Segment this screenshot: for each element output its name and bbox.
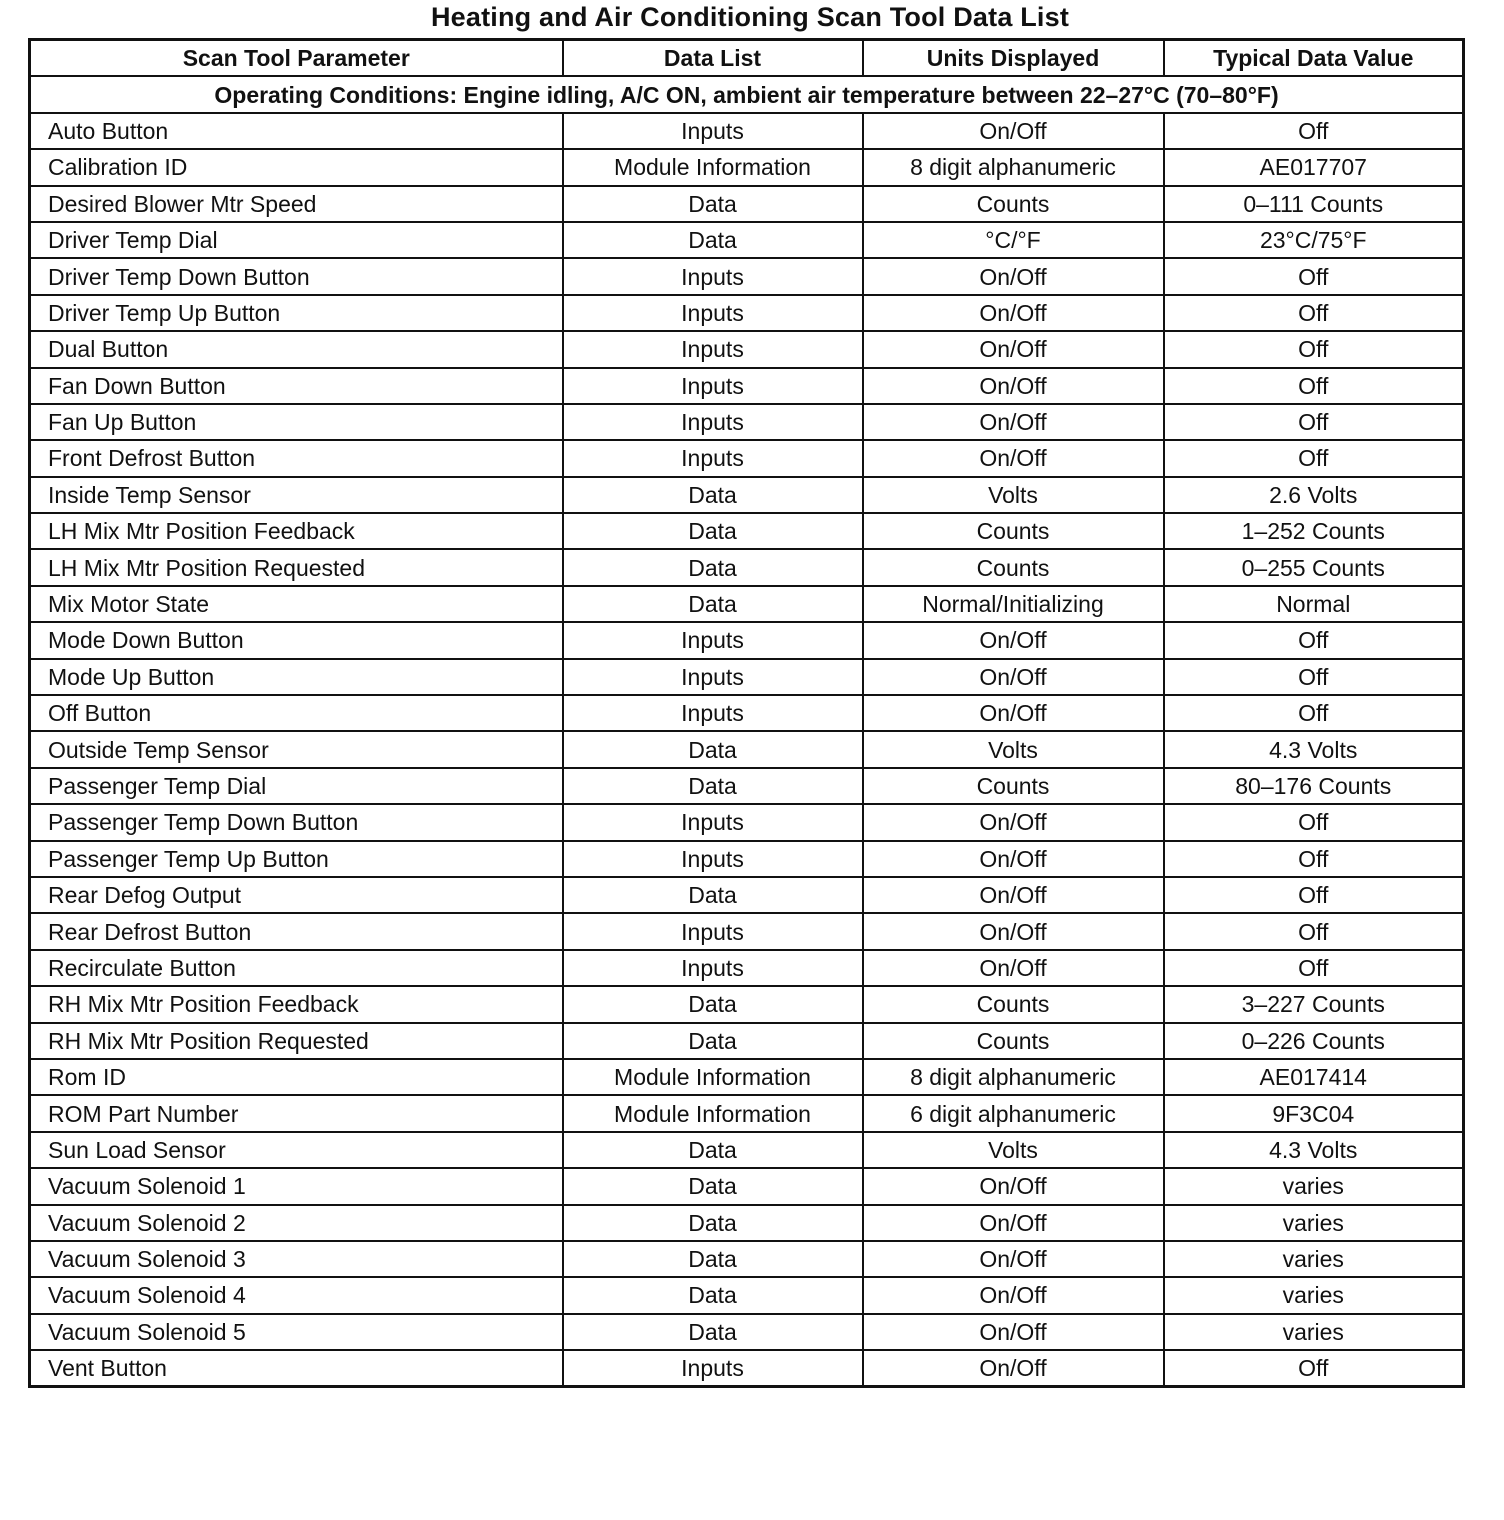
cell-data-list: Inputs — [563, 695, 863, 731]
table-row — [30, 1205, 1464, 1241]
operating-conditions-row — [30, 76, 1464, 112]
cell-parameter: Driver Temp Down Button — [30, 258, 563, 294]
cell-units-displayed: On/Off — [863, 622, 1164, 658]
table-row — [30, 295, 1464, 331]
cell-units-displayed: Counts — [863, 1023, 1164, 1059]
cell-parameter: LH Mix Mtr Position Requested — [30, 549, 563, 585]
cell-typical-value: Off — [1164, 804, 1464, 840]
cell-parameter: Front Defrost Button — [30, 440, 563, 476]
cell-parameter: Passenger Temp Down Button — [30, 804, 563, 840]
header-units-displayed: Units Displayed — [863, 40, 1164, 77]
cell-parameter: RH Mix Mtr Position Feedback — [30, 986, 563, 1022]
header-scan-tool-parameter: Scan Tool Parameter — [30, 40, 563, 77]
table-row — [30, 513, 1464, 549]
table-row — [30, 1095, 1464, 1131]
table-row — [30, 622, 1464, 658]
cell-units-displayed: Counts — [863, 513, 1164, 549]
table-row — [30, 1350, 1464, 1387]
cell-data-list: Data — [563, 1023, 863, 1059]
cell-typical-value: 2.6 Volts — [1164, 477, 1464, 513]
cell-data-list: Data — [563, 1132, 863, 1168]
cell-data-list: Data — [563, 477, 863, 513]
cell-typical-value: varies — [1164, 1168, 1464, 1204]
cell-typical-value: Off — [1164, 950, 1464, 986]
cell-units-displayed: 8 digit alphanumeric — [863, 1059, 1164, 1095]
table-row — [30, 659, 1464, 695]
cell-data-list: Inputs — [563, 950, 863, 986]
cell-data-list: Inputs — [563, 622, 863, 658]
cell-typical-value: Off — [1164, 440, 1464, 476]
cell-typical-value: Off — [1164, 913, 1464, 949]
cell-data-list: Data — [563, 877, 863, 913]
cell-units-displayed: On/Off — [863, 1314, 1164, 1350]
cell-data-list: Module Information — [563, 149, 863, 185]
cell-data-list: Inputs — [563, 440, 863, 476]
table-body — [30, 76, 1464, 1387]
cell-typical-value: Off — [1164, 331, 1464, 367]
cell-typical-value: Off — [1164, 368, 1464, 404]
cell-parameter: Fan Up Button — [30, 404, 563, 440]
cell-data-list: Module Information — [563, 1095, 863, 1131]
cell-parameter: Dual Button — [30, 331, 563, 367]
table-row — [30, 186, 1464, 222]
cell-parameter: LH Mix Mtr Position Feedback — [30, 513, 563, 549]
cell-typical-value: varies — [1164, 1314, 1464, 1350]
cell-parameter: Vent Button — [30, 1350, 563, 1387]
cell-units-displayed: Volts — [863, 477, 1164, 513]
cell-typical-value: Off — [1164, 659, 1464, 695]
cell-parameter: Mode Up Button — [30, 659, 563, 695]
cell-parameter: Driver Temp Up Button — [30, 295, 563, 331]
cell-units-displayed: Normal/Initializing — [863, 586, 1164, 622]
table-row — [30, 986, 1464, 1022]
cell-units-displayed: On/Off — [863, 1350, 1164, 1387]
cell-typical-value: 0–255 Counts — [1164, 549, 1464, 585]
cell-typical-value: 1–252 Counts — [1164, 513, 1464, 549]
table-row — [30, 1241, 1464, 1277]
cell-data-list: Inputs — [563, 913, 863, 949]
cell-units-displayed: On/Off — [863, 404, 1164, 440]
table-row — [30, 731, 1464, 767]
table-row — [30, 695, 1464, 731]
table-row — [30, 1059, 1464, 1095]
cell-parameter: Calibration ID — [30, 149, 563, 185]
cell-data-list: Data — [563, 586, 863, 622]
table-row — [30, 222, 1464, 258]
table-row — [30, 477, 1464, 513]
cell-data-list: Data — [563, 731, 863, 767]
cell-parameter: Vacuum Solenoid 4 — [30, 1277, 563, 1313]
cell-data-list: Data — [563, 1168, 863, 1204]
table-row — [30, 1023, 1464, 1059]
table-row — [30, 877, 1464, 913]
cell-typical-value: Off — [1164, 622, 1464, 658]
cell-typical-value: 4.3 Volts — [1164, 731, 1464, 767]
table-row — [30, 1314, 1464, 1350]
cell-data-list: Data — [563, 768, 863, 804]
cell-typical-value: 23°C/75°F — [1164, 222, 1464, 258]
cell-data-list: Inputs — [563, 1350, 863, 1387]
cell-typical-value: 3–227 Counts — [1164, 986, 1464, 1022]
table-row — [30, 440, 1464, 476]
cell-units-displayed: Volts — [863, 731, 1164, 767]
cell-parameter: Recirculate Button — [30, 950, 563, 986]
table-row — [30, 804, 1464, 840]
cell-parameter: Vacuum Solenoid 2 — [30, 1205, 563, 1241]
cell-typical-value: 4.3 Volts — [1164, 1132, 1464, 1168]
cell-parameter: Vacuum Solenoid 5 — [30, 1314, 563, 1350]
table-row — [30, 1277, 1464, 1313]
cell-typical-value: Off — [1164, 1350, 1464, 1387]
cell-units-displayed: On/Off — [863, 258, 1164, 294]
cell-data-list: Inputs — [563, 841, 863, 877]
scan-tool-data-table — [28, 38, 1465, 1388]
cell-parameter: Rear Defrost Button — [30, 913, 563, 949]
cell-data-list: Inputs — [563, 331, 863, 367]
cell-typical-value: 9F3C04 — [1164, 1095, 1464, 1131]
table-row — [30, 549, 1464, 585]
cell-typical-value: AE017414 — [1164, 1059, 1464, 1095]
header-row — [30, 40, 1464, 77]
cell-units-displayed: On/Off — [863, 695, 1164, 731]
cell-units-displayed: On/Off — [863, 950, 1164, 986]
table-row — [30, 149, 1464, 185]
cell-data-list: Data — [563, 222, 863, 258]
cell-data-list: Data — [563, 186, 863, 222]
cell-data-list: Inputs — [563, 659, 863, 695]
table-row — [30, 768, 1464, 804]
cell-parameter: Auto Button — [30, 113, 563, 149]
page-title: Heating and Air Conditioning Scan Tool Data List — [430, 2, 1070, 32]
cell-data-list: Module Information — [563, 1059, 863, 1095]
cell-data-list: Inputs — [563, 368, 863, 404]
cell-parameter: Mode Down Button — [30, 622, 563, 658]
cell-typical-value: 0–226 Counts — [1164, 1023, 1464, 1059]
cell-typical-value: AE017707 — [1164, 149, 1464, 185]
cell-units-displayed: On/Off — [863, 113, 1164, 149]
table-row — [30, 1132, 1464, 1168]
cell-typical-value: Off — [1164, 258, 1464, 294]
cell-parameter: Off Button — [30, 695, 563, 731]
cell-typical-value: varies — [1164, 1241, 1464, 1277]
cell-parameter: Mix Motor State — [30, 586, 563, 622]
table-row — [30, 368, 1464, 404]
cell-parameter: ROM Part Number — [30, 1095, 563, 1131]
cell-units-displayed: On/Off — [863, 804, 1164, 840]
cell-parameter: Desired Blower Mtr Speed — [30, 186, 563, 222]
cell-data-list: Inputs — [563, 404, 863, 440]
cell-parameter: Fan Down Button — [30, 368, 563, 404]
cell-data-list: Data — [563, 1241, 863, 1277]
cell-units-displayed: Volts — [863, 1132, 1164, 1168]
table-row — [30, 113, 1464, 149]
cell-data-list: Data — [563, 1277, 863, 1313]
cell-parameter: Sun Load Sensor — [30, 1132, 563, 1168]
cell-units-displayed: Counts — [863, 768, 1164, 804]
cell-parameter: Rear Defog Output — [30, 877, 563, 913]
header-typical-data-value: Typical Data Value — [1164, 40, 1464, 77]
header-data-list: Data List — [563, 40, 863, 77]
cell-data-list: Inputs — [563, 113, 863, 149]
cell-parameter: RH Mix Mtr Position Requested — [30, 1023, 563, 1059]
table-row — [30, 913, 1464, 949]
table-row — [30, 841, 1464, 877]
cell-units-displayed: On/Off — [863, 368, 1164, 404]
cell-typical-value: varies — [1164, 1277, 1464, 1313]
cell-units-displayed: Counts — [863, 549, 1164, 585]
cell-typical-value: Off — [1164, 877, 1464, 913]
cell-data-list: Inputs — [563, 804, 863, 840]
cell-units-displayed: On/Off — [863, 295, 1164, 331]
cell-data-list: Data — [563, 986, 863, 1022]
cell-units-displayed: On/Off — [863, 1205, 1164, 1241]
cell-typical-value: varies — [1164, 1205, 1464, 1241]
cell-units-displayed: On/Off — [863, 913, 1164, 949]
cell-units-displayed: On/Off — [863, 1168, 1164, 1204]
cell-units-displayed: On/Off — [863, 1277, 1164, 1313]
cell-data-list: Data — [563, 1314, 863, 1350]
cell-units-displayed: On/Off — [863, 877, 1164, 913]
cell-typical-value: Off — [1164, 404, 1464, 440]
cell-typical-value: 0–111 Counts — [1164, 186, 1464, 222]
cell-parameter: Rom ID — [30, 1059, 563, 1095]
cell-parameter: Vacuum Solenoid 3 — [30, 1241, 563, 1277]
cell-units-displayed: °C/°F — [863, 222, 1164, 258]
cell-parameter: Passenger Temp Up Button — [30, 841, 563, 877]
cell-units-displayed: On/Off — [863, 841, 1164, 877]
cell-data-list: Inputs — [563, 258, 863, 294]
table-row — [30, 258, 1464, 294]
table-row — [30, 586, 1464, 622]
cell-units-displayed: Counts — [863, 186, 1164, 222]
cell-parameter: Passenger Temp Dial — [30, 768, 563, 804]
cell-units-displayed: 8 digit alphanumeric — [863, 149, 1164, 185]
cell-typical-value: Off — [1164, 695, 1464, 731]
cell-data-list: Data — [563, 1205, 863, 1241]
cell-units-displayed: On/Off — [863, 331, 1164, 367]
table-row — [30, 331, 1464, 367]
table-row — [30, 1168, 1464, 1204]
cell-units-displayed: On/Off — [863, 1241, 1164, 1277]
cell-data-list: Data — [563, 549, 863, 585]
cell-parameter: Vacuum Solenoid 1 — [30, 1168, 563, 1204]
table-row — [30, 950, 1464, 986]
table-row — [30, 404, 1464, 440]
cell-units-displayed: 6 digit alphanumeric — [863, 1095, 1164, 1131]
operating-conditions: Operating Conditions: Engine idling, A/C ON, ambient air temperature between 22–27°C (70–80°F) — [30, 76, 1464, 112]
cell-typical-value: Normal — [1164, 586, 1464, 622]
cell-typical-value: 80–176 Counts — [1164, 768, 1464, 804]
cell-parameter: Inside Temp Sensor — [30, 477, 563, 513]
cell-typical-value: Off — [1164, 113, 1464, 149]
cell-parameter: Driver Temp Dial — [30, 222, 563, 258]
cell-units-displayed: Counts — [863, 986, 1164, 1022]
cell-data-list: Inputs — [563, 295, 863, 331]
cell-typical-value: Off — [1164, 841, 1464, 877]
cell-parameter: Outside Temp Sensor — [30, 731, 563, 767]
cell-units-displayed: On/Off — [863, 659, 1164, 695]
cell-typical-value: Off — [1164, 295, 1464, 331]
cell-units-displayed: On/Off — [863, 440, 1164, 476]
cell-data-list: Data — [563, 513, 863, 549]
